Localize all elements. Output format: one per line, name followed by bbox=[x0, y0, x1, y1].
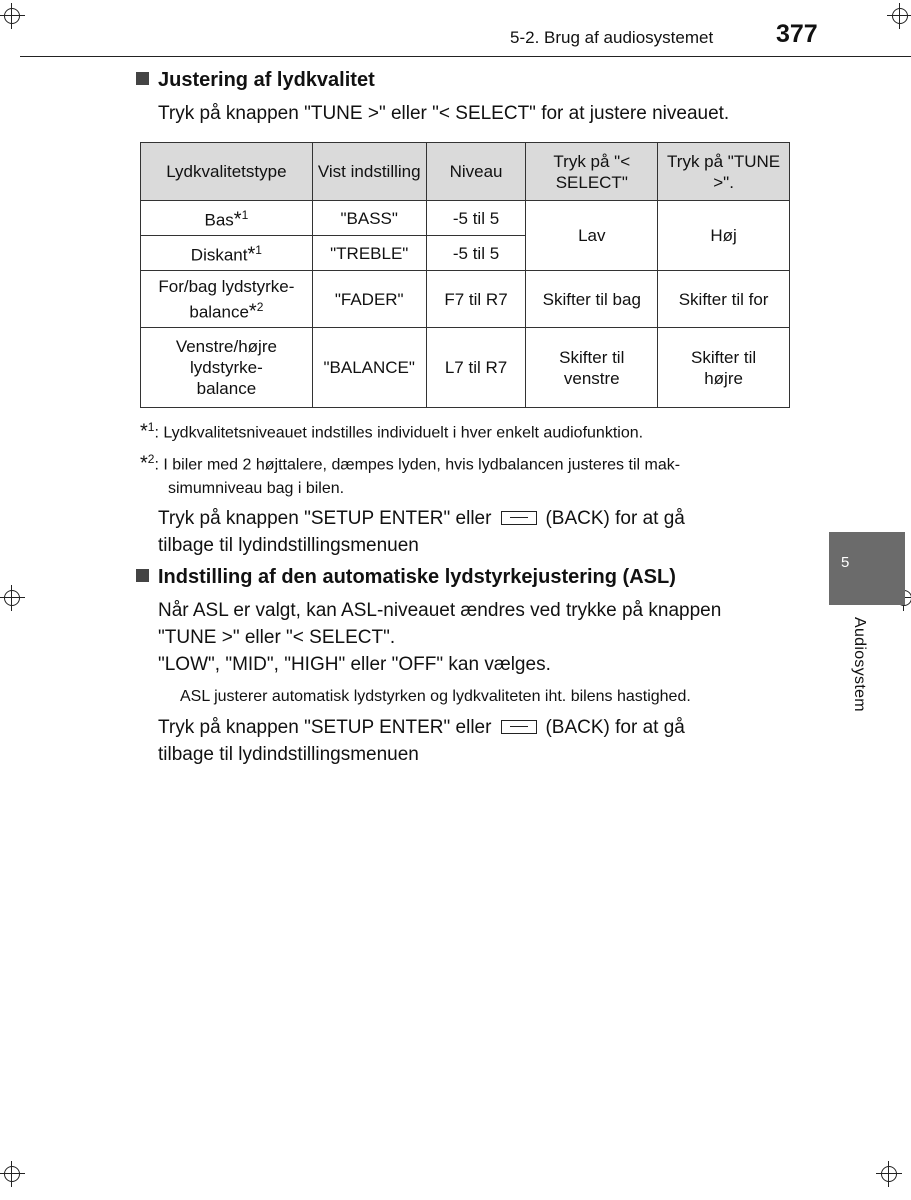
table-cell: Skifter til bag bbox=[526, 271, 658, 328]
column-header: Niveau bbox=[426, 143, 526, 201]
table-row bbox=[141, 271, 790, 328]
asl-note: ASL justerer automatisk lydstyrken og lydkvaliteten iht. bilens hastighed. bbox=[180, 688, 691, 705]
table-cell: Lav bbox=[526, 201, 658, 271]
asl-text-line: "LOW", "MID", "HIGH" eller "OFF" kan vælges. bbox=[158, 654, 551, 675]
table-cell: -5 til 5 bbox=[426, 201, 526, 236]
table-cell: "TREBLE" bbox=[312, 236, 426, 271]
square-bullet-icon bbox=[136, 72, 149, 85]
back-button-icon bbox=[501, 511, 537, 525]
footnote: *$^2$: I biler med 2 højttalere, dæmpes lyden, hvis lydbalancen justeres til mak- simumniveau bag i bilen. bbox=[140, 452, 681, 498]
footnote: *$^1$: Lydkvalitetsniveauet indstilles individuelt i hver enkelt audiofunktion. bbox=[140, 420, 644, 443]
table-cell: Høj bbox=[658, 201, 790, 271]
registration-mark-icon bbox=[0, 1161, 25, 1187]
table-cell: "BALANCE" bbox=[312, 328, 426, 408]
registration-mark-icon bbox=[0, 585, 25, 611]
table-cell: F7 til R7 bbox=[426, 271, 526, 328]
table-cell: -5 til 5 bbox=[426, 236, 526, 271]
column-header: Vist indstilling bbox=[312, 143, 426, 201]
back-instruction-line2: tilbage til lydindstillingsmenuen bbox=[158, 744, 419, 765]
back-instruction: Tryk på knappen "SETUP ENTER" eller (BACK) for at gå bbox=[158, 508, 685, 529]
section-reference: 5-2. Brug af audiosystemet bbox=[510, 28, 714, 47]
table-header-row bbox=[141, 143, 790, 201]
table-row bbox=[141, 201, 790, 236]
column-header: Tryk på "TUNE >". bbox=[658, 143, 790, 201]
column-header: Lydkvalitetstype bbox=[141, 143, 313, 201]
table-cell: Venstre/højre lydstyrke-balance bbox=[141, 328, 313, 408]
back-instruction-line2: tilbage til lydindstillingsmenuen bbox=[158, 535, 419, 556]
table-cell: "FADER" bbox=[312, 271, 426, 328]
registration-mark-icon bbox=[876, 1161, 902, 1187]
asl-text-line: "TUNE >" eller "< SELECT". bbox=[158, 627, 396, 648]
table-cell: Skifter til højre bbox=[658, 328, 790, 408]
section-intro: Tryk på knappen "TUNE >" eller "< SELECT" for at justere niveauet. bbox=[158, 103, 730, 124]
page-number: 377 bbox=[776, 20, 818, 48]
chapter-number: 5 bbox=[841, 554, 850, 571]
table-cell: Bas*$^1$ bbox=[141, 201, 313, 236]
asl-text-line: Når ASL er valgt, kan ASL-niveauet ændres ved trykke på knappen bbox=[158, 600, 722, 621]
back-instruction: Tryk på knappen "SETUP ENTER" eller (BACK) for at gå bbox=[158, 717, 685, 738]
section-heading: Indstilling af den automatiske lydstyrkejustering (ASL) bbox=[136, 566, 676, 589]
registration-mark-icon bbox=[0, 3, 25, 29]
table-cell: Skifter til for bbox=[658, 271, 790, 328]
sound-quality-table bbox=[140, 142, 790, 408]
table-cell: For/bag lydstyrke-balance*$^2$ bbox=[141, 271, 313, 328]
table-cell: Diskant*$^1$ bbox=[141, 236, 313, 271]
column-header: Tryk på "< SELECT" bbox=[526, 143, 658, 201]
table-cell: Skifter til venstre bbox=[526, 328, 658, 408]
chapter-label: Audiosystem bbox=[851, 617, 868, 712]
chapter-tab bbox=[829, 532, 905, 605]
section-heading: Justering af lydkvalitet bbox=[136, 69, 375, 92]
header-divider bbox=[20, 56, 911, 57]
table-row bbox=[141, 328, 790, 408]
table-cell: "BASS" bbox=[312, 201, 426, 236]
square-bullet-icon bbox=[136, 569, 149, 582]
registration-mark-icon bbox=[887, 3, 911, 29]
table-cell: L7 til R7 bbox=[426, 328, 526, 408]
back-button-icon bbox=[501, 720, 537, 734]
